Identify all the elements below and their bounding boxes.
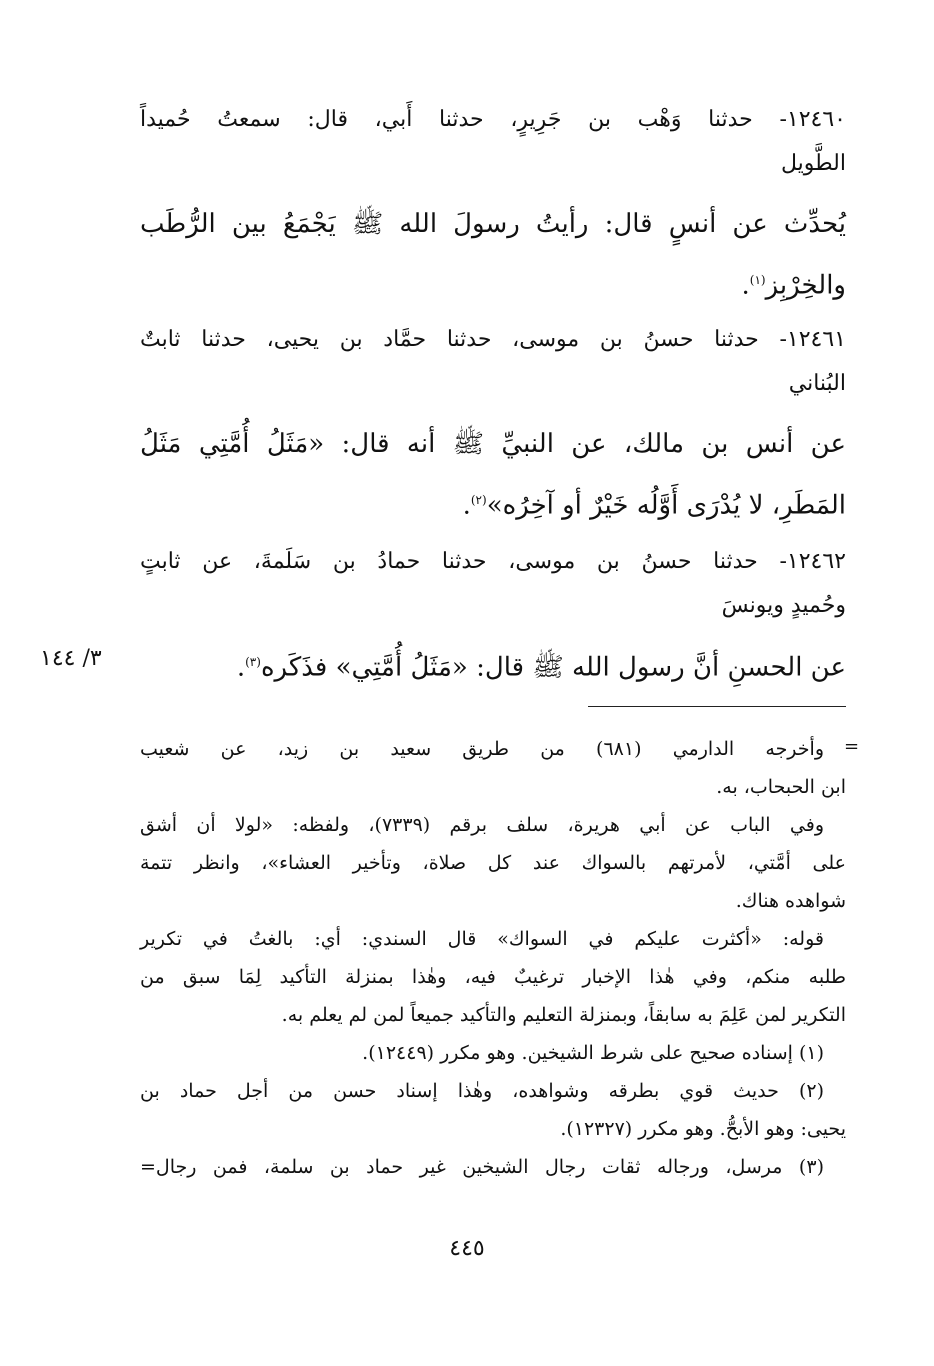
matn-end: .	[462, 490, 471, 521]
matn-end: .	[741, 270, 750, 301]
footnote-line: قوله: «أكثرت عليكم في السواك» قال السندي: أي: بالغتُ في تكرير	[140, 928, 824, 950]
footnote-marker: (١)	[749, 273, 766, 287]
footnote-line: شواهده هناك.	[735, 890, 846, 912]
footnote-line: وفي الباب عن أبي هريرة، سلف برقم (٧٣٣٩)، ولفظه: «لولا أن أشق	[140, 814, 825, 836]
matn-line: يُحدِّث عن أنسٍ قال: رأيتُ رسولَ الله ﷺ يَجْمَعُ بين الرُّطَب	[140, 209, 846, 239]
footnote-marker: (٢)	[470, 493, 487, 507]
matn-line: عن أنس بن مالك، عن النبيِّ ﷺ أنه قال: «مَثَلُ أُمَّتِي مَثَلُ	[140, 429, 846, 459]
chain-line: ١٢٤٦٠- حدثنا وَهْب بن جَرِيرٍ، حدثنا أَبي، قال: سمعتُ حُميداً	[140, 107, 846, 132]
chain-line: البُناني	[788, 371, 846, 396]
page-number: ٤٤٥	[449, 1236, 485, 1261]
footnote-2: (٢) حديث قوي بطرقه وشواهده، وهٰذا إسناد حسن من أجل حماد بن	[140, 1080, 824, 1102]
matn-text: عن الحسنِ أنَّ رسول الله ﷺ قال: «مَثَلُ أُمَّتِي» فذَكَره	[260, 652, 846, 683]
chain-line: الطَّويل	[780, 151, 846, 176]
matn-text: المَطَرِ، لا يُدْرَى أَوَّلُه خَيْرٌ أو آخِرُه»	[486, 490, 846, 521]
matn-text: والخِرْبِز	[765, 270, 846, 301]
hadith-12461-matn	[140, 416, 846, 534]
footnote-line: على أمَّتي، لأمرتهم بالسواك عند كل صلاة، وتأخير العشاء»، وانظر تتمة	[140, 852, 846, 874]
matn-line	[140, 472, 846, 534]
footnote-separator	[588, 706, 846, 707]
footnote-3: (٣) مرسل، ورجاله ثقات رجال الشيخين غير حماد بن سلمة، فمن رجال=	[140, 1156, 824, 1178]
matn-line	[140, 634, 846, 696]
matn-line	[140, 252, 846, 314]
hadith-12461-chain	[140, 318, 846, 406]
chain-line: ١٢٤٦١- حدثنا حسنُ بن موسى، حدثنا حمَّاد بن يحيى، حدثنا ثابتٌ	[140, 327, 846, 352]
footnote-line: ابن الحبحاب، به.	[716, 776, 846, 798]
footnote-2-cont: يحيى: وهو الأبحُّ. وهو مكرر (١٢٣٢٧).	[560, 1118, 846, 1140]
hadith-12460-chain	[140, 98, 846, 186]
matn-end: .	[236, 652, 246, 683]
continuation-mark: =	[844, 736, 860, 757]
hadith-12460-matn	[140, 196, 846, 314]
chain-line: وحُميدٍ ويونسَ	[721, 593, 846, 618]
footnote-1: (١) إسناده صحيح على شرط الشيخين. وهو مكرر (١٢٤٤٩).	[362, 1042, 824, 1064]
footnote-line: التكرير لمن عَلِمَ به سابقاً، وبمنزلة التعليم والتأكيد جميعاً لمن لم يعلم به.	[281, 1004, 846, 1026]
hadith-12462-chain	[140, 540, 846, 628]
hadith-12462-matn	[140, 634, 846, 696]
footnote-line: وأخرجه الدارمي (٦٨١) من طريق سعيد بن زيد، عن شعيب	[140, 738, 824, 760]
footnote-line: طلبه منكم، وفي هٰذا الإخبار ترغيبٌ فيه، وهٰذا بمنزلة التأكيد لِمَا سبق من	[140, 966, 846, 988]
chain-line: ١٢٤٦٢- حدثنا حسنُ بن موسى، حدثنا حمادُ بن سَلَمةَ، عن ثابتٍ	[140, 549, 846, 574]
volume-page-reference: ٣/ ١٤٤	[40, 646, 102, 671]
footnote-marker: (٣)	[245, 655, 261, 669]
footnotes	[140, 730, 846, 1186]
